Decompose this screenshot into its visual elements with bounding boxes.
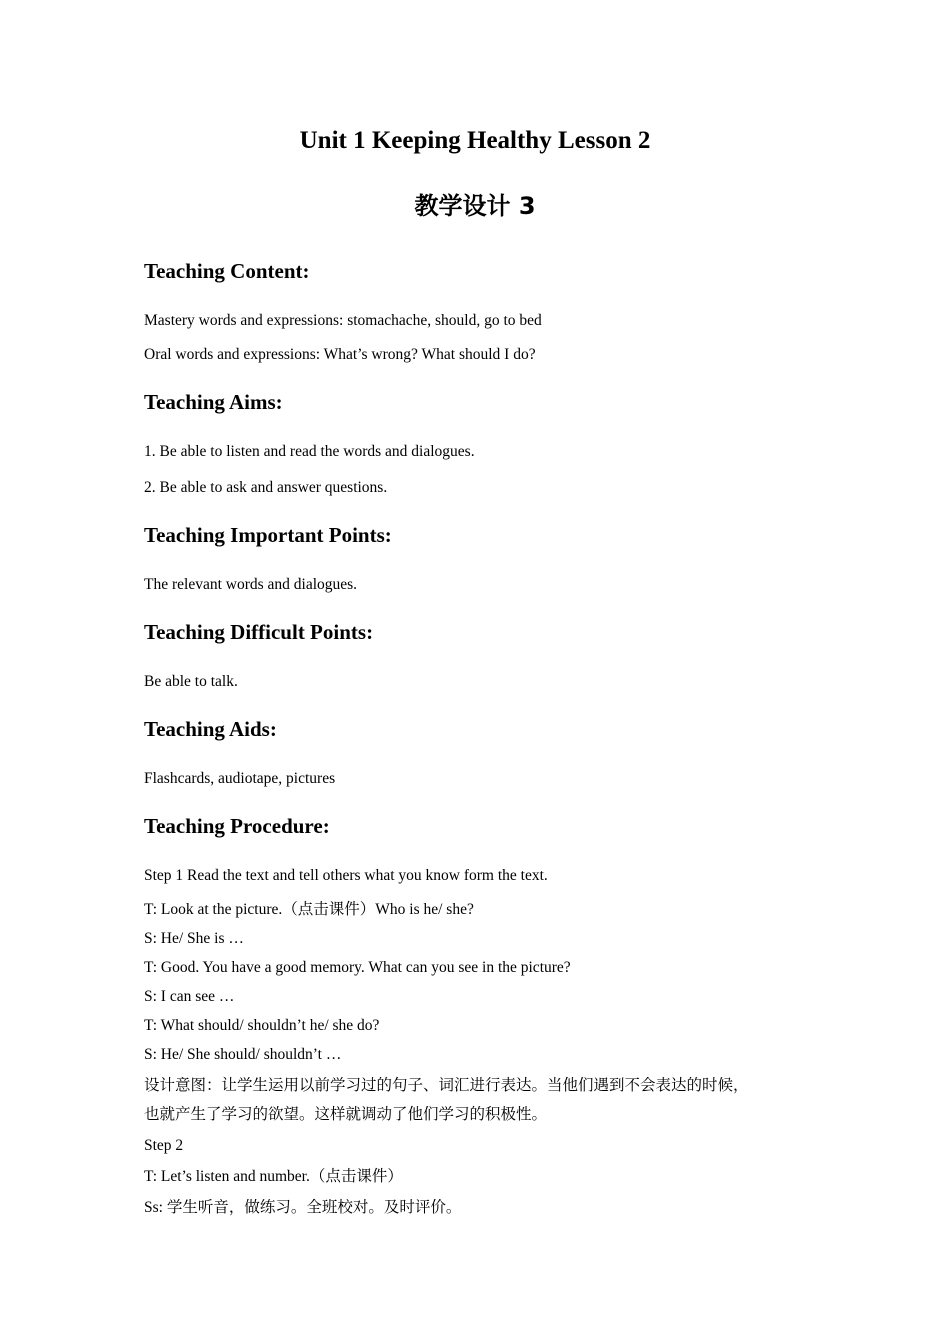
heading-difficult-points: Teaching Difficult Points: — [144, 620, 374, 644]
aims-line: 2. Be able to ask and answer questions. — [144, 479, 388, 496]
important-line: The relevant words and dialogues. — [144, 576, 358, 593]
procedure-line: T: Let’s listen and number.（点击课件） — [144, 1168, 403, 1185]
procedure-line: T: What should/ shouldn’t he/ she do? — [144, 1017, 380, 1034]
procedure-line: T: Good. You have a good memory. What can you see in the picture? — [144, 959, 571, 976]
heading-teaching-aids: Teaching Aids: — [144, 717, 277, 741]
heading-teaching-aims: Teaching Aims: — [144, 390, 283, 414]
procedure-line: S: He/ She is … — [144, 930, 244, 947]
procedure-line: S: I can see … — [144, 988, 235, 1005]
procedure-line: T: Look at the picture.（点击课件）Who is he/ she? — [144, 901, 474, 918]
procedure-line: Ss: 学生听音，做练习。全班校对。及时评价。 — [144, 1199, 462, 1216]
design-intent-line: 也就产生了学习的欲望。这样就调动了他们学习的积极性。 — [144, 1105, 548, 1123]
procedure-line: Step 1 Read the text and tell others what you know form the text. — [144, 867, 548, 884]
heading-teaching-procedure: Teaching Procedure: — [144, 814, 330, 838]
procedure-line: S: He/ She should/ shouldn’t … — [144, 1046, 342, 1063]
content-line: Oral words and expressions: What’s wrong? What should I do? — [144, 346, 536, 363]
content-line: Mastery words and expressions: stomachache, should, go to bed — [144, 312, 542, 329]
procedure-step-label: Step 2 — [144, 1137, 184, 1154]
aims-line: 1. Be able to listen and read the words and dialogues. — [144, 443, 475, 460]
difficult-line: Be able to talk. — [144, 673, 238, 690]
heading-teaching-content: Teaching Content: — [144, 259, 310, 283]
aids-line: Flashcards, audiotape, pictures — [144, 770, 336, 787]
document-title: Unit 1 Keeping Healthy Lesson 2 — [299, 127, 651, 154]
document-subtitle: 教学设计 3 — [414, 192, 536, 220]
design-intent-line: 设计意图：让学生运用以前学习过的句子、词汇进行表达。当他们遇到不会表达的时候， — [144, 1076, 749, 1094]
heading-important-points: Teaching Important Points: — [144, 523, 392, 547]
